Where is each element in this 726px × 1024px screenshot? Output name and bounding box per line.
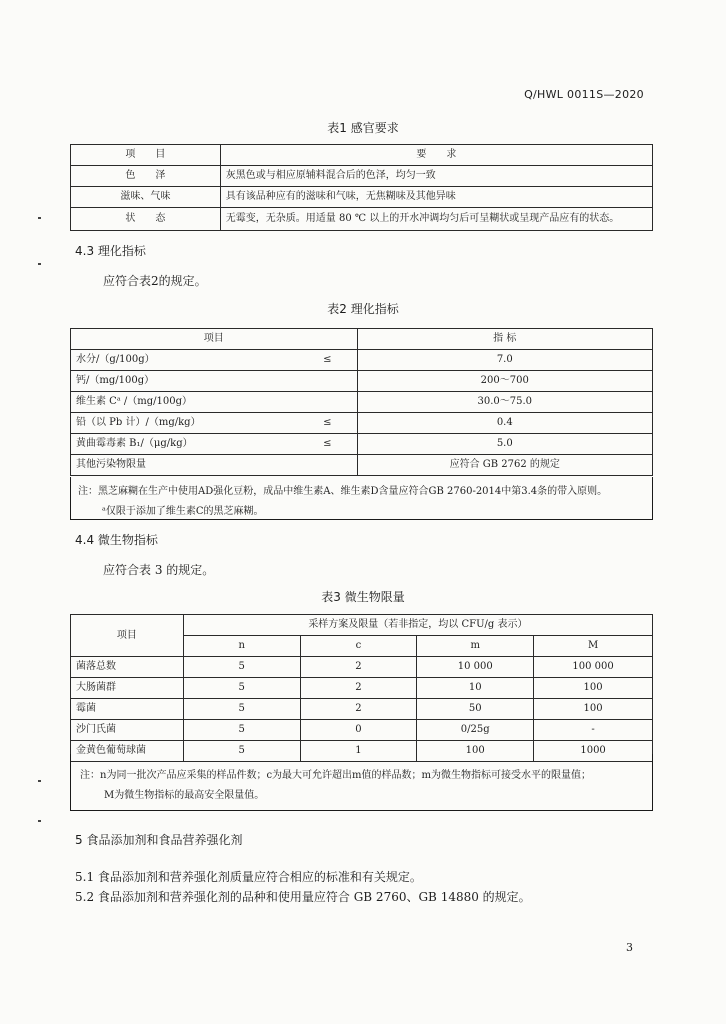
table2-note-line2: ᵃ仅限于添加了维生素C的黑芝麻糊。: [102, 506, 264, 517]
table2-item: 黄曲霉毒素 B₁/（μg/kg）: [76, 438, 193, 449]
table-row: [71, 371, 653, 392]
table3-subhead-c: c: [300, 636, 417, 657]
table2-value: 200～700: [357, 371, 652, 392]
table3-head-item: 项目: [71, 615, 184, 657]
table3-microbial: [70, 614, 653, 762]
table-row: [71, 699, 653, 720]
table2-item-cell: [71, 413, 358, 434]
table-row: [71, 678, 653, 699]
table3-subhead-m: m: [417, 636, 534, 657]
scan-speck: [38, 217, 41, 219]
table2-item: 钙/（mg/100g）: [76, 375, 155, 386]
table-row: [71, 392, 653, 413]
table1-cell: 无霉变，无杂质。用适量 80 ℃ 以上的开水冲调均匀后可呈糊状或呈现产品应有的状态。: [220, 208, 652, 231]
table-row: [71, 413, 653, 434]
table3-cell: 2: [300, 699, 417, 720]
table3-cell: 100: [417, 741, 534, 762]
table3-subhead-n: n: [183, 636, 300, 657]
section-4-4-title: 4.4 微生物指标: [75, 533, 158, 547]
table1-cell: 状 态: [71, 208, 221, 231]
table2-value: 0.4: [357, 413, 652, 434]
section-4-3-body: 应符合表2的规定。: [103, 274, 207, 288]
table3-cell: 10 000: [417, 657, 534, 678]
section-4-4-body: 应符合表 3 的规定。: [103, 563, 215, 577]
table3-cell: 金黄色葡萄球菌: [71, 741, 184, 762]
table1-head-item: 项 目: [71, 145, 221, 166]
table2-value: 5.0: [357, 434, 652, 455]
page-number: 3: [626, 941, 633, 954]
section-5-1: 5.1 食品添加剂和营养强化剂质量应符合相应的标准和有关规定。: [75, 870, 422, 884]
table-row: [71, 208, 653, 231]
table3-note-line2: M为微生物指标的最高安全限量值。: [104, 790, 265, 801]
section-4-3-title: 4.3 理化指标: [75, 244, 146, 258]
table3-cell: 1: [300, 741, 417, 762]
table2-note-line1: 注：黑芝麻糊在生产中使用AD强化豆粉，成品中维生素A、维生素D含量应符合GB 2760-2014中第3.4条的带入原则。: [78, 486, 608, 497]
less-equal-sign: ≤: [323, 438, 332, 449]
table-row: [71, 145, 653, 166]
section-5-2: 5.2 食品添加剂和营养强化剂的品种和使用量应符合 GB 2760、GB 14880 的规定。: [75, 890, 531, 904]
less-equal-sign: ≤: [323, 417, 332, 428]
table1-cell: 滋味、气味: [71, 187, 221, 208]
table3-cell: 0/25g: [417, 720, 534, 741]
table3-cell: 5: [183, 720, 300, 741]
table2-item-cell: [71, 455, 358, 476]
table2-item-cell: [71, 434, 358, 455]
table3-subhead-M: M: [534, 636, 653, 657]
table3-cell: 5: [183, 741, 300, 762]
table3-cell: 10: [417, 678, 534, 699]
table2-value: 30.0～75.0: [357, 392, 652, 413]
table2-head-item: 项目: [71, 329, 358, 350]
table3-note-line1: 注：n为同一批次产品应采集的样品件数；c为最大可允许超出m值的样品数；m为微生物指标可接受水平的限量值；: [80, 770, 592, 781]
less-equal-sign: ≤: [323, 354, 332, 365]
table-row: [71, 720, 653, 741]
scan-speck: [38, 263, 41, 265]
table2-caption: 表2 理化指标: [327, 302, 399, 316]
table3-cell: 0: [300, 720, 417, 741]
table3-cell: 5: [183, 657, 300, 678]
table3-cell: 沙门氏菌: [71, 720, 184, 741]
table-row: [71, 657, 653, 678]
scan-speck: [38, 780, 41, 782]
table1-cell: 色 泽: [71, 166, 221, 187]
table3-caption: 表3 微生物限量: [321, 590, 405, 604]
table-row: [71, 329, 653, 350]
table2-value: 应符合 GB 2762 的规定: [357, 455, 652, 476]
table1-sensory: [70, 144, 653, 231]
table2-physchem: [70, 328, 653, 476]
table1-cell: 具有该品种应有的滋味和气味，无焦糊味及其他异味: [220, 187, 652, 208]
table-row: [71, 615, 653, 636]
table2-item-cell: [71, 371, 358, 392]
table-row: [71, 455, 653, 476]
document-code: Q/HWL 0011S—2020: [524, 88, 644, 101]
table3-cell: 5: [183, 699, 300, 720]
table3-cell: -: [534, 720, 653, 741]
table-row: [71, 350, 653, 371]
table3-note: [70, 754, 653, 811]
table2-item-cell: [71, 392, 358, 413]
table3-cell: 2: [300, 678, 417, 699]
table1-head-req: 要 求: [220, 145, 652, 166]
table2-value: 7.0: [357, 350, 652, 371]
table2-item: 维生素 Cᵃ /（mg/100g）: [76, 396, 192, 407]
table-row: [71, 166, 653, 187]
table1-caption: 表1 感官要求: [327, 121, 399, 135]
table3-cell: 大肠菌群: [71, 678, 184, 699]
scan-speck: [38, 820, 41, 822]
table3-cell: 霉菌: [71, 699, 184, 720]
table2-item: 其他污染物限量: [76, 459, 146, 470]
table3-cell: 100: [534, 678, 653, 699]
table3-head-plan: 采样方案及限量（若非指定，均以 CFU/g 表示）: [183, 615, 652, 636]
table3-cell: 2: [300, 657, 417, 678]
table3-cell: 菌落总数: [71, 657, 184, 678]
table3-cell: 100 000: [534, 657, 653, 678]
table2-head-value: 指 标: [357, 329, 652, 350]
table2-item: 水分/（g/100g）: [76, 354, 155, 365]
table1-cell: 灰黑色或与相应原辅料混合后的色泽，均匀一致: [220, 166, 652, 187]
table-row: [71, 434, 653, 455]
table2-note: [70, 477, 653, 520]
table3-cell: 100: [534, 699, 653, 720]
section-5-title: 5 食品添加剂和食品营养强化剂: [75, 833, 243, 847]
table2-item: 铅（以 Pb 计）/（mg/kg）: [76, 417, 201, 428]
table3-cell: 5: [183, 678, 300, 699]
table3-cell: 1000: [534, 741, 653, 762]
table-row: [71, 187, 653, 208]
table2-item-cell: [71, 350, 358, 371]
table3-cell: 50: [417, 699, 534, 720]
